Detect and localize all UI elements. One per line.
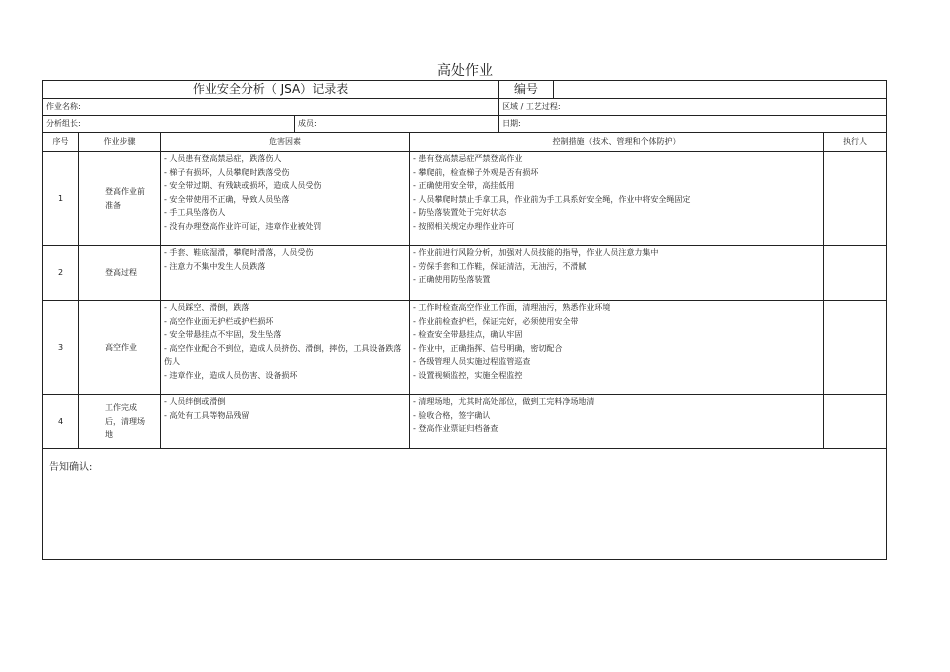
hazard-item: - 手套、鞋底湿滑，攀爬时滑落，人员受伤 (164, 248, 314, 257)
members-label: 成员: (298, 119, 317, 129)
executor-field[interactable] (824, 301, 887, 395)
column-header-executor: 执行人 (824, 133, 887, 152)
control-item: - 各级管理人员实施过程监管巡查 (413, 357, 531, 366)
control-item: - 防坠落装置处于完好状态 (413, 208, 507, 217)
column-header-hazard: 危害因素 (161, 133, 410, 152)
hazard-item: - 注意力不集中发生人员跌落 (164, 261, 266, 271)
executor-field[interactable] (824, 246, 887, 301)
area-field[interactable] (499, 99, 887, 116)
hazard-item: - 人员踩空、滑倒，跌落 (164, 303, 250, 312)
column-header-step: 作业步骤 (79, 133, 161, 152)
table-row (43, 395, 887, 449)
jsa-record-table (42, 80, 887, 560)
control-item: - 登高作业票证归档备查 (413, 424, 499, 433)
leader-field[interactable] (43, 116, 295, 133)
hazard-item: - 安全带悬挂点不牢固，发生坠落 (164, 330, 282, 339)
executor-field[interactable] (824, 395, 887, 449)
hazard-item: - 手工具坠落伤人 (164, 208, 226, 217)
control-item: - 作业前检查护栏，保证完好，必须使用安全带 (413, 316, 579, 326)
control-item: - 攀爬前，检查梯子外观是否有损坏 (413, 167, 539, 177)
step-name: 高空作业 (79, 301, 161, 395)
leader-label: 分析组长: (46, 119, 81, 129)
hazard-item: - 违章作业，造成人员伤害、设备损坏 (164, 370, 298, 380)
control-item: - 患有登高禁忌症严禁登高作业 (413, 154, 523, 163)
control-item: - 作业中，正确指挥、信号明确，密切配合 (413, 343, 563, 353)
control-item: - 人员攀爬时禁止手拿工具，作业前为手工具系好安全绳，作业中将安全绳固定 (413, 194, 691, 204)
executor-field[interactable] (824, 152, 887, 246)
control-item: - 正确使用安全带，高挂低用 (413, 181, 515, 190)
hazard-item: - 安全带过期、有残缺或损坏，造成人员受伤 (164, 181, 322, 190)
control-item: - 检查安全带悬挂点，确认牢固 (413, 330, 523, 339)
hazard-item: - 安全带使用不正确，导致人员坠落 (164, 194, 290, 204)
step-name: 登高作业前准备 (79, 152, 161, 246)
hazard-list (161, 395, 410, 449)
code-value-field[interactable] (554, 81, 887, 99)
step-name: 工作完成后，清理场地 (79, 395, 161, 449)
step-name: 登高过程 (79, 246, 161, 301)
control-list (410, 246, 824, 301)
control-item: - 正确使用防坠落装置 (413, 275, 491, 284)
hazard-item: - 人员患有登高禁忌症，跌落伤人 (164, 154, 282, 163)
code-label: 编号 (499, 81, 554, 99)
table-row (43, 152, 887, 246)
hazard-item: - 高空作业配合不到位，造成人员挤伤、滑倒，摔伤，工具设备跌落伤人 (164, 343, 402, 366)
control-item: - 工作时检查高空作业工作面，清理油污，熟悉作业环境 (413, 303, 611, 312)
step-seq: 4 (43, 395, 79, 449)
step-seq: 3 (43, 301, 79, 395)
column-header-seq: 序号 (43, 133, 79, 152)
column-header-control: 控制措施（技术、管理和个体防护） (410, 133, 824, 152)
members-field[interactable] (295, 116, 499, 133)
table-row (43, 301, 887, 395)
control-item: - 作业前进行风险分析，加强对人员技能的指导，作业人员注意力集中 (413, 248, 659, 257)
notice-confirmation-area[interactable] (43, 449, 887, 560)
table-title-cell (43, 81, 499, 99)
document-title: 高处作业 (437, 63, 493, 79)
hazard-list (161, 246, 410, 301)
hazard-list (161, 301, 410, 395)
table-row (43, 246, 887, 301)
step-seq: 2 (43, 246, 79, 301)
hazard-item: - 没有办理登高作业许可证，违章作业被处罚 (164, 221, 322, 231)
job-name-label: 作业名称: (46, 102, 81, 112)
table-title: 作业安全分析（ JSA）记录表 (192, 81, 349, 96)
control-item: - 清理场地，尤其时高处部位，做到工完料净场地清 (413, 397, 595, 406)
hazard-item: - 人员绊倒或滑倒 (164, 397, 226, 406)
hazard-item: - 高空作业面无护栏或护栏损坏 (164, 316, 274, 326)
control-list (410, 395, 824, 449)
hazard-item: - 梯子有损坏，人员攀爬时跌落受伤 (164, 167, 290, 177)
area-label: 区域 / 工艺过程: (502, 102, 561, 112)
hazard-item: - 高处有工具等物品残留 (164, 410, 250, 420)
control-item: - 设置视频监控，实施全程监控 (413, 370, 523, 380)
notice-label: 告知确认: (49, 462, 93, 473)
step-seq: 1 (43, 152, 79, 246)
column-header-row (43, 133, 887, 152)
control-item: - 按照相关规定办理作业许可 (413, 221, 515, 231)
control-item: - 劳保手套和工作鞋，保证清洁，无油污，不滑腻 (413, 261, 587, 271)
job-name-field[interactable] (43, 99, 499, 116)
date-label: 日期: (502, 119, 521, 129)
control-list (410, 152, 824, 246)
control-list (410, 301, 824, 395)
control-item: - 验收合格，签字确认 (413, 410, 491, 420)
hazard-list (161, 152, 410, 246)
date-field[interactable] (499, 116, 887, 133)
